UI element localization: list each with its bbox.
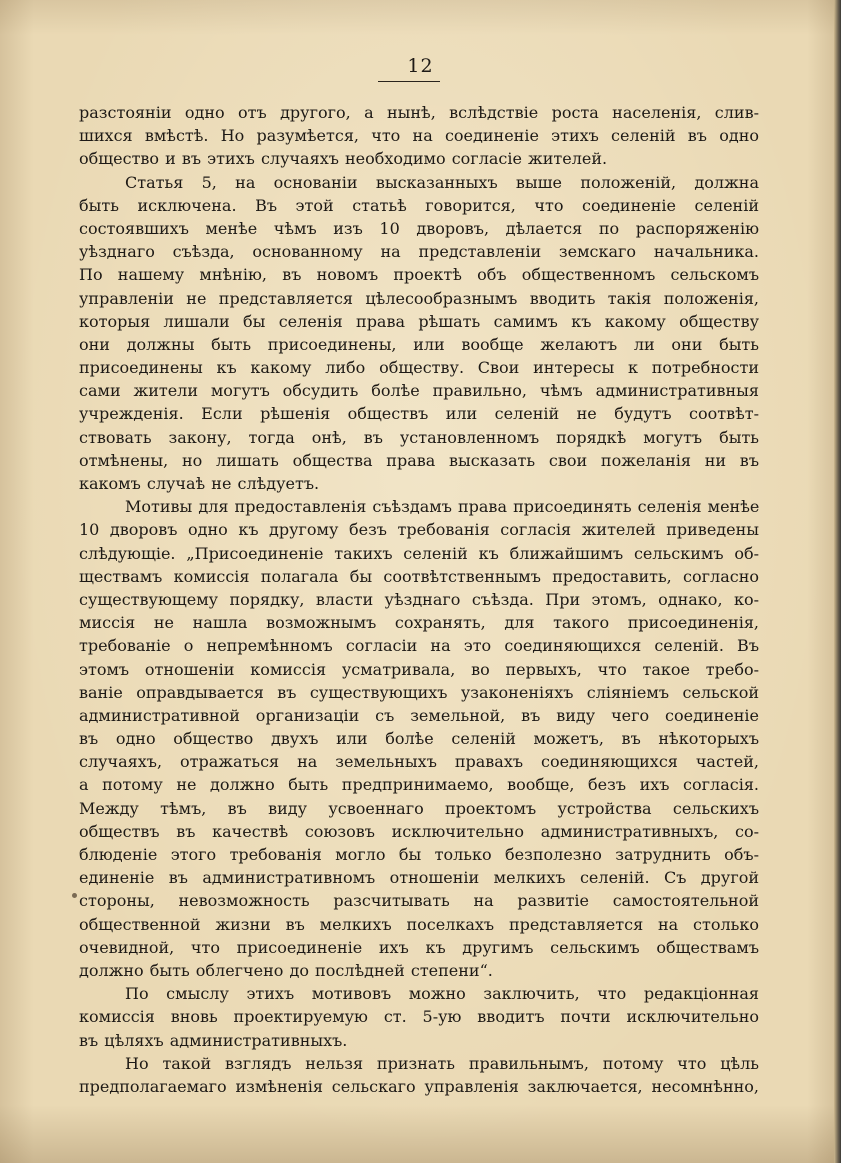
text-line: отмѣнены, но лишать общества права высказать свои пожеланія ни въ (79, 450, 759, 470)
text-line: ствовать закону, тогда онѣ, въ установленномъ порядкѣ могутъ быть (79, 427, 759, 447)
text-line: очевидной, что присоединеніе ихъ къ другимъ сельскимъ обществамъ (79, 937, 759, 957)
text-line: быть исключена. Въ этой статьѣ говорится, что соединеніе селеній (79, 195, 759, 215)
text-line: Статья 5, на основаніи высказанныхъ выше положеній, должна (125, 172, 759, 192)
text-line: въ цѣляхъ административныхъ. (79, 1030, 348, 1050)
text-line: случаяхъ, отражаться на земельныхъ правахъ соединяющихся частей, (79, 752, 759, 772)
text-line: этомъ отношеніи комиссія усматривала, во первыхъ, что такое требо- (79, 659, 759, 679)
text-line: слѣдующіе. „Присоединеніе такихъ селеній къ ближайшимъ сельскимъ об- (79, 543, 759, 563)
text-line: уѣзднаго съѣзда, основанному на представленіи земскаго начальника. (79, 242, 759, 262)
text-line: шихся вмѣстѣ. Но разумѣется, что на соединеніе этихъ селеній въ одно (79, 126, 759, 146)
text-line: ваніе оправдывается въ существующихъ узаконеніяхъ сліяніемъ сельской (79, 682, 759, 702)
text-line: а потому не должно быть предпринимаемо, вообще, безъ ихъ согласія. (79, 775, 759, 795)
text-line: Между тѣмъ, въ виду усвоеннаго проектомъ устройства сельскихъ (79, 798, 759, 818)
page-number-rule (378, 81, 440, 82)
text-line: должно быть облегчено до послѣдней степени“. (79, 960, 493, 980)
text-line: присоединены къ какому либо обществу. Свои интересы к потребности (79, 358, 759, 378)
text-line: Но такой взглядъ нельзя признать правильнымъ, потому что цѣль (125, 1053, 759, 1073)
text-line: требованіе о непремѣнномъ согласіи на это соединяющихся селеній. Въ (79, 636, 759, 656)
text-line: административной организаціи съ земельной, въ виду чего соединеніе (79, 705, 759, 725)
text-line: управленіи не представляется цѣлесообразнымъ вводить такія положенія, (79, 288, 759, 308)
text-line: общественной жизни въ мелкихъ поселкахъ представляется на столько (79, 914, 759, 934)
text-line: предполагаемаго измѣненія сельскаго управленія заключается, несомнѣнно, (79, 1076, 759, 1096)
ink-spot (72, 893, 77, 898)
body-text (79, 101, 759, 1098)
text-line: учрежденія. Если рѣшенія обществъ или селеній не будутъ соотвѣт- (79, 404, 759, 424)
text-line: состоявшихъ менѣе чѣмъ изъ 10 дворовъ, дѣлается по распоряженію (79, 218, 759, 238)
text-line: Мотивы для предоставленія съѣздамъ права присоединять селенія менѣе (125, 497, 760, 517)
text-line: обществъ въ качествѣ союзовъ исключительно административныхъ, со- (79, 821, 759, 841)
page-edge (834, 0, 841, 1163)
text-line: стороны, невозможность разсчитывать на развитіе самостоятельной (79, 891, 759, 911)
text-line: разстояніи одно отъ другого, а нынѣ, вслѣдствіе роста населенія, слив- (79, 103, 759, 122)
text-line: единеніе въ административномъ отношеніи мелкихъ селеній. Съ другой (79, 868, 759, 888)
text-line: По нашему мнѣнію, въ новомъ проектѣ объ общественномъ сельскомъ (79, 265, 759, 285)
text-line: какомъ случаѣ не слѣдуетъ. (79, 474, 320, 493)
text-line: они должны быть присоединены, или вообще желаютъ ли они быть (79, 334, 759, 354)
text-line: въ одно общество двухъ или болѣе селеній можетъ, въ нѣкоторыхъ (79, 729, 759, 749)
text-line: сами жители могутъ обсудить болѣе правильно, чѣмъ административныя (79, 381, 759, 401)
page-number: 12 (407, 55, 434, 77)
text-line: которыя лишали бы селенія права рѣшать самимъ къ какому обществу (79, 311, 759, 331)
text-line: общество и въ этихъ случаяхъ необходимо согласіе жителей. (79, 149, 608, 169)
text-line: блюденіе этого требованія могло бы только безполезно затруднить объ- (79, 845, 759, 864)
text-line: ществамъ комиссія полагала бы соотвѣтственнымъ предоставить, согласно (79, 566, 759, 586)
text-line: миссія не нашла возможнымъ сохранять, для такого присоединенія, (79, 613, 759, 633)
text-line: По смыслу этихъ мотивовъ можно заключить, что редакціонная (125, 984, 759, 1004)
text-line: 10 дворовъ одно къ другому безъ требованія согласія жителей приведены (79, 520, 759, 540)
text-line: комиссія вновь проектируемую ст. 5-ую вводитъ почти исключительно (79, 1007, 759, 1027)
text-line: существующему порядку, власти уѣзднаго съѣзда. При этомъ, однако, ко- (79, 589, 759, 609)
